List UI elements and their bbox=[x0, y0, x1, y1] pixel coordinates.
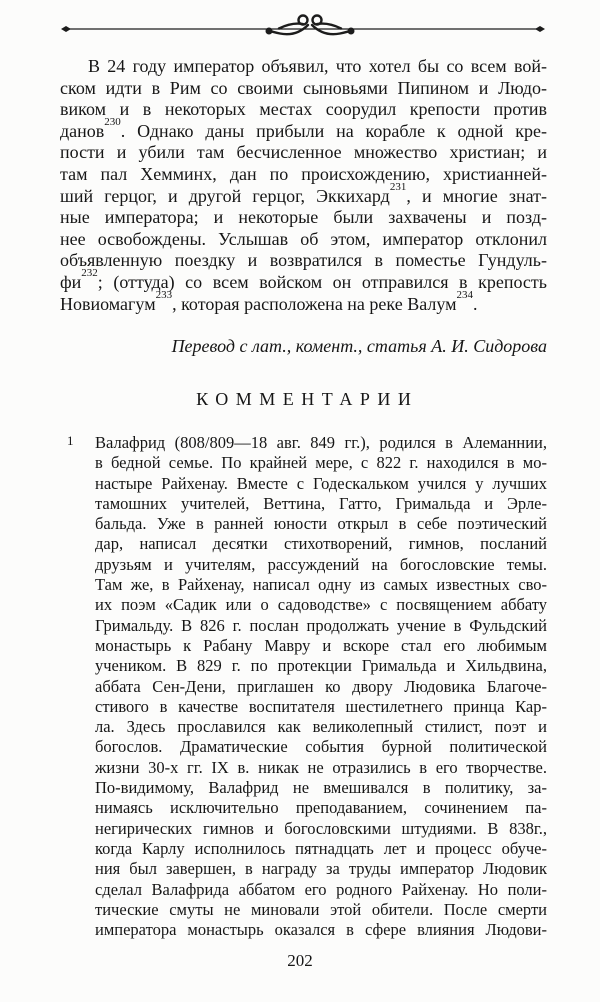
paragraph-line bbox=[60, 288, 547, 316]
comment-line: Валафрид (808/809—18 авг. 849 гг.), родился в Алеманнии, bbox=[95, 433, 547, 452]
comment-line: настыре Райхенау. Вместе с Годескальком учился у лучших bbox=[95, 473, 547, 493]
comment-item-1 bbox=[60, 433, 547, 940]
comment-line: ния был завершен, в награду за труды император Людовик bbox=[95, 859, 547, 879]
paragraph-line bbox=[60, 142, 547, 164]
line-text: там пал Хемминх, дан по происхождению, христианней- bbox=[60, 163, 547, 184]
comment-line: их поэм «Садик или о садоводстве» с посвящением аббату bbox=[95, 595, 547, 615]
line-text: данов bbox=[60, 120, 105, 141]
comment-line: монастырь к Рабану Мавру и вскоре стал его любимым bbox=[95, 635, 547, 655]
line-text: , и многие знат- bbox=[406, 185, 547, 206]
line-text: Новиомагум bbox=[60, 293, 156, 314]
comment-line: ла. Здесь прославился как великолепный стилист, поэт и bbox=[95, 717, 547, 737]
footnote-ref: 234 bbox=[456, 288, 473, 301]
line-text: В 24 году император объявил, что хотел бы со всем вой- bbox=[88, 56, 547, 76]
line-text: ные императора; и некоторые были захвачены и позд- bbox=[60, 207, 547, 228]
line-text: , которая расположена на реке Валум bbox=[172, 293, 457, 314]
paragraph-line bbox=[60, 229, 547, 251]
main-text-block bbox=[60, 56, 547, 315]
paragraph-line bbox=[60, 99, 547, 121]
comment-line: Там же, в Райхенау, написал одну из самых известных сво- bbox=[95, 575, 547, 595]
comment-line: императора монастырь оказался в сфере влияния Людови- bbox=[95, 920, 547, 940]
footnote-ref: 232 bbox=[81, 266, 98, 279]
line-text: пости и убили там бесчисленное множество христиан; и bbox=[60, 142, 547, 163]
comment-line: По-видимому, Валафрид не вмешивался в политику, за- bbox=[95, 778, 547, 798]
line-text: ший герцог, и другой герцог, Эккихард bbox=[60, 185, 390, 206]
line-text: . Однако даны прибыли на корабле к одной кре- bbox=[120, 120, 547, 141]
paragraph-line bbox=[60, 207, 547, 229]
comments-heading: КОММЕНТАРИИ bbox=[196, 389, 419, 409]
comment-line: друзьям и учителям, рассуждений на богословские темы. bbox=[95, 554, 547, 574]
comment-line: сделал Валафрида аббатом его родного Райхенау. Но поли- bbox=[95, 879, 547, 899]
comment-line: тические смуты не миновали этой обители. После смерти bbox=[95, 899, 547, 919]
scroll-flourish-icon bbox=[60, 12, 546, 48]
footnote-ref: 230 bbox=[104, 115, 121, 128]
line-text: объявленную поездку и возвратился в поместье Гундуль- bbox=[60, 250, 547, 271]
translation-attribution: Перевод с лат., комент., статья А. И. Сидорова bbox=[171, 336, 547, 356]
comment-line: стивого в качестве воспитателя шестилетнего принца Кар- bbox=[95, 696, 547, 716]
comment-line: аббата Сен-Дени, приглашен ко двору Людовика Благоче- bbox=[95, 676, 547, 696]
line-text: . bbox=[473, 293, 478, 314]
comment-line: в бедной семье. По крайней мере, с 822 г. находился в мо- bbox=[95, 453, 547, 473]
comment-line: нимаясь исключительно преподаванием, сочинением па- bbox=[95, 798, 547, 818]
line-text: ском идти в Рим со своими сыновьями Пипином и Людо- bbox=[60, 77, 547, 98]
comment-line: богослов. Драматические события бурной политической bbox=[95, 737, 547, 757]
comment-line: жизни 30-х гг. IX в. никак не отразились в его творчестве. bbox=[95, 757, 547, 777]
line-text: виком и в некоторых местах соорудил крепости против bbox=[60, 99, 547, 120]
line-text: фи bbox=[60, 271, 82, 292]
footnote-ref: 233 bbox=[155, 288, 173, 301]
comment-line: дар, написал десятки стихотворений, гимнов, посланий bbox=[95, 534, 547, 554]
paragraph-line bbox=[60, 180, 547, 208]
comment-number: 1 bbox=[67, 433, 74, 448]
paragraph-line bbox=[60, 115, 547, 143]
line-text: ; (оттуда) со всем войском он отправился в крепость bbox=[97, 271, 547, 292]
comment-line: негирических гимнов и богословскими штудиями. В 838г., bbox=[95, 818, 547, 838]
comment-line: когда Карлу исполнилось пятнадцать лет и процесс обуче- bbox=[95, 838, 547, 858]
paragraph-line bbox=[60, 266, 547, 294]
comment-line: тамошних учителей, Веттина, Гатто, Гримальда и Эрле- bbox=[95, 493, 547, 513]
page-number: 202 bbox=[287, 951, 313, 970]
comment-line: Гримальду. В 826 г. послан продолжать учение в Фульдский bbox=[95, 615, 547, 635]
line-text: нее освобождены. Услышав об этом, император отклонил bbox=[60, 228, 547, 249]
paragraph-line bbox=[60, 78, 547, 100]
paragraph-line bbox=[60, 56, 547, 78]
paragraph-line bbox=[60, 250, 547, 272]
comment-line: бальда. Уже в ранней юности открыл в себе поэтический bbox=[95, 514, 547, 534]
paragraph-line bbox=[60, 164, 547, 186]
header-divider bbox=[60, 12, 546, 48]
comment-line: учеником. В 829 г. по протекции Гримальда и Хильдвина, bbox=[95, 656, 547, 676]
footnote-ref: 231 bbox=[389, 180, 407, 193]
